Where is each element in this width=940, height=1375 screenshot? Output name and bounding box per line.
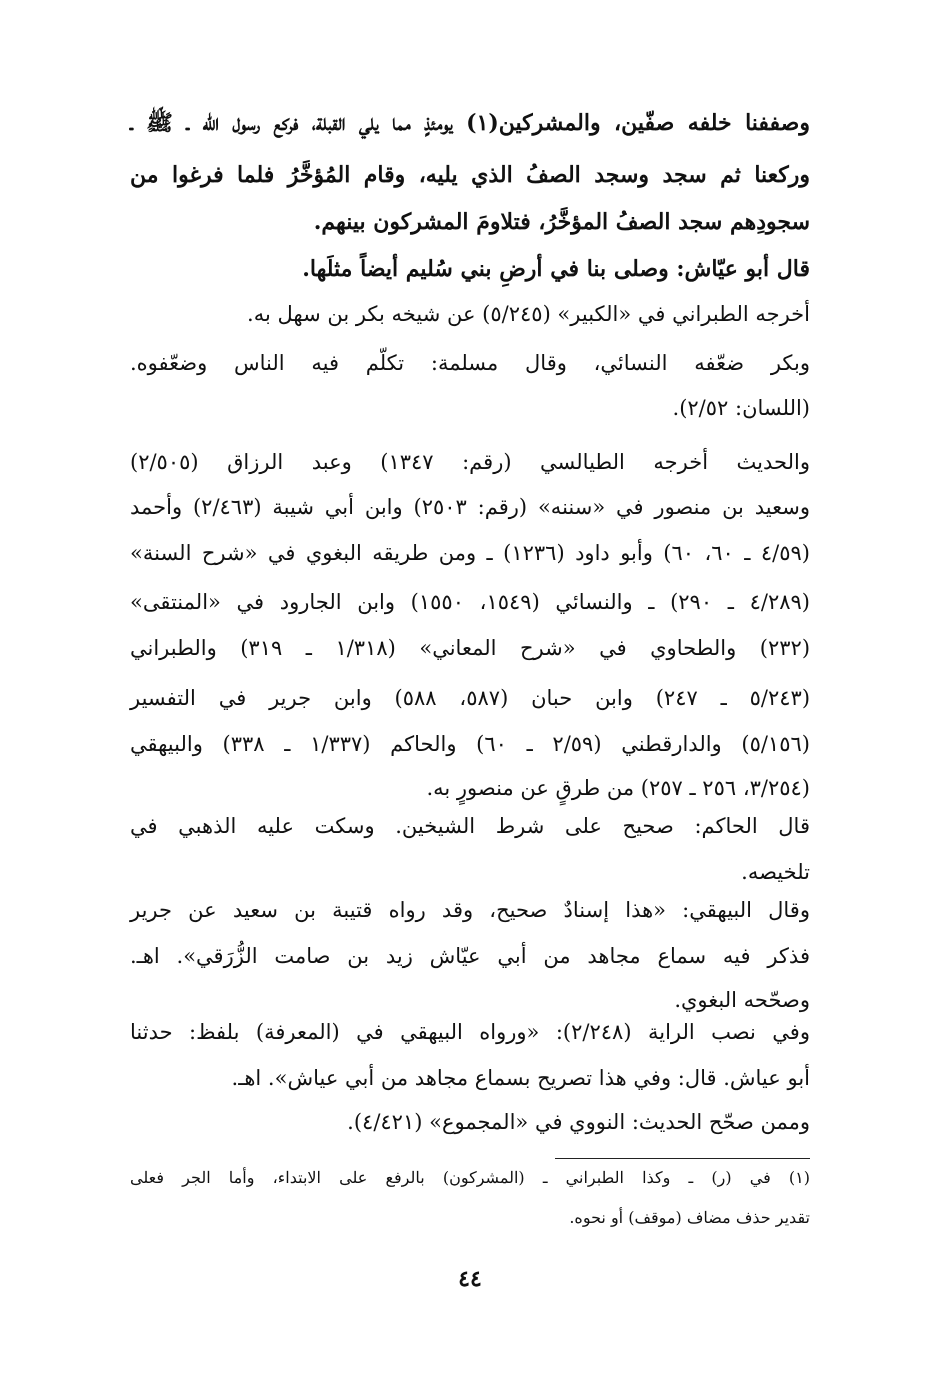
footnote-separator <box>555 1158 810 1159</box>
commentary-line-18: أبو عياش. قال: وفي هذا تصريح بسماع مجاهد من أبي عياش». اهـ. <box>231 1066 810 1090</box>
commentary-line-3: (اللسان: ٢/٥٢). <box>672 396 810 420</box>
commentary-line-17: وفي نصب الراية (٢/٢٤٨): «ورواه البيهقي في (المعرفة) بلفظ: حدثنا <box>130 1020 810 1044</box>
commentary-line-8: (٢٣٢) والطحاوي في «شرح المعاني» (١/٣١٨ ـ ٣١٩) والطبراني <box>130 636 811 660</box>
commentary-line-2: وبكر ضعّفه النسائي، وقال مسلمة: تكلّم فيه الناس وضعّفوه. <box>130 351 810 375</box>
footnote-line-2: تقدير حذف مضاف (موقف) أو نحوه. <box>569 1208 810 1227</box>
commentary-line-6: (٤/٥٩ ـ ٦٠، ٦٠) وأبو داود (١٢٣٦) ـ ومن طريقه البغوي في «شرح السنة» <box>130 541 810 565</box>
commentary-line-16: وصحّحه البغوي. <box>674 988 810 1012</box>
hadith-line-1: وصففنا خلفه صفّين، والمشركين(١) يومئذٍ مما يلي القبلة، فركع رسول الله ـ ﷺ ـ <box>130 110 810 136</box>
commentary-line-7: (٤/٢٨٩ ـ ٢٩٠) ـ والنسائي (١٥٤٩، ١٥٥٠) وابن الجارود في «المنتقى» <box>130 590 810 614</box>
hadith-line-4: قال أبو عيّاش: وصلى بنا في أرضِ بني سُليم أيضاً مثلَها. <box>302 256 810 282</box>
commentary-line-10: (٥/١٥٦) والدارقطني (٢/٥٩ ـ ٦٠) والحاكم (١/٣٣٧ ـ ٣٣٨) والبيهقي <box>130 732 810 756</box>
commentary-line-19: وممن صحّح الحديث: النووي في «المجموع» (٤/٤٢١). <box>347 1110 810 1134</box>
commentary-line-11: (٣/٢٥٤، ٢٥٦ ـ ٢٥٧) من طرقٍ عن منصورٍ به. <box>426 776 810 800</box>
footnote-line-1: (١) في (ر) ـ وكذا الطبراني ـ (المشركون) بالرفع على الابتداء، وأما الجر فعلى <box>130 1168 810 1187</box>
commentary-line-14: وقال البيهقي: «هذا إسنادٌ صحيح، وقد رواه قتيبة بن سعيد عن جرير <box>130 898 810 922</box>
commentary-line-12: قال الحاكم: صحيح على شرط الشيخين. وسكت عليه الذهبي في <box>130 814 810 838</box>
commentary-line-5: وسعيد بن منصور في «سننه» (رقم: ٢٥٠٣) وابن أبي شيبة (٢/٤٦٣) وأحمد <box>130 495 810 519</box>
commentary-line-15: فذكر فيه سماع مجاهد من أبي عيّاش زيد بن صامت الزُّرَقي». اهـ. <box>130 944 810 968</box>
commentary-line-1: أخرجه الطبراني في «الكبير» (٥/٢٤٥) عن شيخه بكر بن سهل به. <box>247 302 810 326</box>
page-number: ٤٤ <box>458 1266 482 1292</box>
commentary-line-13: تلخيصه. <box>741 860 810 884</box>
hadith-line-3: سجودِهم سجد الصفُ المؤخَّرُ، فتلاومَ المشركون بينهم. <box>313 209 810 235</box>
commentary-line-9: (٥/٢٤٣ ـ ٢٤٧) وابن حبان (٥٨٧، ٥٨٨) وابن جرير في التفسير <box>130 686 811 710</box>
commentary-line-4: والحديث أخرجه الطيالسي (رقم: ١٣٤٧) وعبد الرزاق (٢/٥٠٥) <box>130 450 810 474</box>
hadith-line-2: وركعنا ثم سجد وسجد الصفُ الذي يليه، وقام المُؤخَّرُ فلما فرغوا من <box>130 162 810 188</box>
